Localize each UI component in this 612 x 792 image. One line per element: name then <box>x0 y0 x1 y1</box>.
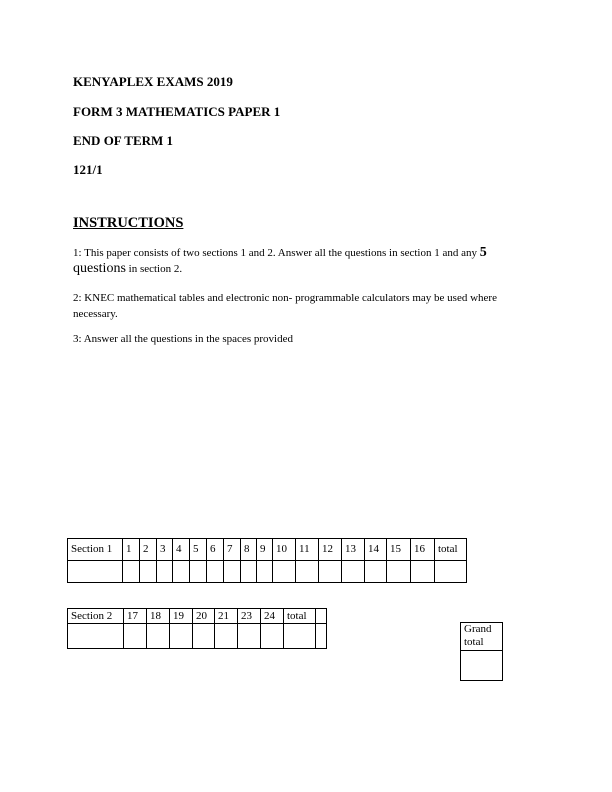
paper-title: FORM 3 MATHEMATICS PAPER 1 <box>73 104 281 119</box>
section1-score-cell[interactable] <box>123 561 140 583</box>
instruction-1-number: 5 <box>479 245 487 260</box>
section1-header-cell: 5 <box>190 539 207 561</box>
section2-score-table <box>67 608 327 649</box>
section2-header-cell: 19 <box>170 609 193 624</box>
section1-header-cell: 16 <box>411 539 435 561</box>
section1-score-cell[interactable] <box>411 561 435 583</box>
section2-header-cell: 23 <box>238 609 261 624</box>
instruction-1-questions: questions <box>73 261 126 276</box>
section2-score-cell[interactable] <box>170 624 193 649</box>
section1-total-cell[interactable] <box>435 561 467 583</box>
section1-score-cell[interactable] <box>342 561 365 583</box>
section1-score-cell[interactable] <box>365 561 387 583</box>
grand-total-table <box>460 622 503 681</box>
paper-code: 121/1 <box>73 162 103 177</box>
section1-score-cell[interactable] <box>207 561 224 583</box>
section1-score-cell[interactable] <box>224 561 241 583</box>
section2-header-cell: 21 <box>215 609 238 624</box>
section1-header-cell: 4 <box>173 539 190 561</box>
section2-score-cell[interactable] <box>147 624 170 649</box>
section1-header-cell: 13 <box>342 539 365 561</box>
grand-total-cell[interactable] <box>461 651 503 681</box>
section1-score-cell[interactable] <box>68 561 123 583</box>
section1-score-cell[interactable] <box>157 561 173 583</box>
section2-score-cell[interactable] <box>238 624 261 649</box>
section1-score-cell[interactable] <box>387 561 411 583</box>
section2-score-cell[interactable] <box>261 624 284 649</box>
section1-score-cell[interactable] <box>296 561 319 583</box>
section1-score-cell[interactable] <box>173 561 190 583</box>
section1-score-cell[interactable] <box>273 561 296 583</box>
section2-header-cell: 18 <box>147 609 170 624</box>
section2-score-cell[interactable] <box>316 624 327 649</box>
section1-header-cell: 7 <box>224 539 241 561</box>
instruction-1-text: 1: This paper consists of two sections 1 and 2. Answer all the questions in section 1 and any <box>73 247 480 259</box>
section2-header-cell: 24 <box>261 609 284 624</box>
instruction-3: 3: Answer all the questions in the spaces provided <box>73 333 293 345</box>
instructions-heading: INSTRUCTIONS <box>73 215 184 231</box>
section1-header-cell: 2 <box>140 539 157 561</box>
grand-total-label: Grand total <box>461 623 503 651</box>
section1-score-cell[interactable] <box>319 561 342 583</box>
section1-header-cell: 15 <box>387 539 411 561</box>
section1-header-cell: 8 <box>241 539 257 561</box>
exam-title: KENYAPLEX EXAMS 2019 <box>73 74 233 89</box>
section2-header-cell <box>316 609 327 624</box>
section1-header-cell: 10 <box>273 539 296 561</box>
section2-header-cell: total <box>284 609 316 624</box>
section1-header-cell: total <box>435 539 467 561</box>
section2-score-cell[interactable] <box>124 624 147 649</box>
section1-score-cell[interactable] <box>257 561 273 583</box>
section1-header-cell: 11 <box>296 539 319 561</box>
section1-score-cell[interactable] <box>140 561 157 583</box>
section1-score-table <box>67 538 467 583</box>
section1-header-cell: 12 <box>319 539 342 561</box>
term-title: END OF TERM 1 <box>73 133 174 148</box>
section2-total-cell[interactable] <box>284 624 316 649</box>
section1-header-cell: 6 <box>207 539 224 561</box>
section1-header-cell: 14 <box>365 539 387 561</box>
section2-score-cell[interactable] <box>68 624 124 649</box>
section2-score-cell[interactable] <box>193 624 215 649</box>
section2-score-cell[interactable] <box>215 624 238 649</box>
section2-header-cell: 17 <box>124 609 147 624</box>
section2-header-cell: 20 <box>193 609 215 624</box>
section1-score-cell[interactable] <box>190 561 207 583</box>
instruction-1-tail: in section 2. <box>125 263 183 275</box>
instruction-1 <box>73 245 543 277</box>
section1-header-cell: 3 <box>157 539 173 561</box>
section2-header-cell: Section 2 <box>68 609 124 624</box>
instruction-2: 2: KNEC mathematical tables and electronic non- programmable calculators may be used where necessary. <box>73 292 497 320</box>
section1-header-cell: 9 <box>257 539 273 561</box>
section1-score-cell[interactable] <box>241 561 257 583</box>
section1-header-cell: 1 <box>123 539 140 561</box>
section1-header-cell: Section 1 <box>68 539 123 561</box>
